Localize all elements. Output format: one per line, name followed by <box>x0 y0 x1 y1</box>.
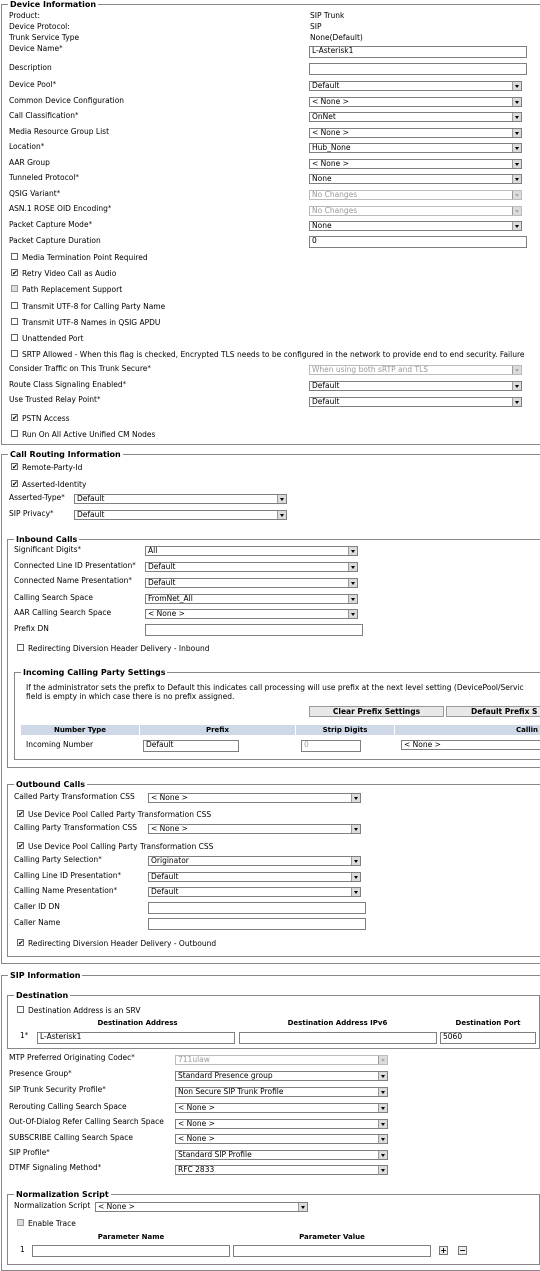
chevron-down-icon <box>348 595 357 603</box>
out-of-dialog-refer-css-label: Out-Of-Dialog Refer Calling Search Space <box>9 1117 164 1126</box>
common-device-config-label: Common Device Configuration <box>9 96 125 105</box>
presence-group-label: Presence Group* <box>9 1069 72 1078</box>
asn-rose-oid-encoding-label: ASN.1 ROSE OID Encoding* <box>9 204 112 213</box>
use-pool-called-css-checkbox[interactable] <box>17 810 24 817</box>
asserted-type-label: Asserted-Type* <box>9 493 65 502</box>
location-label: Location* <box>9 142 45 151</box>
product-label: Product: <box>9 11 41 20</box>
chevron-down-icon <box>378 1072 387 1080</box>
common-device-config-select[interactable]: < None > <box>309 97 522 107</box>
col-parameter-value: Parameter Value <box>299 1233 365 1241</box>
col-destination-address: Destination Address <box>97 1019 178 1027</box>
subscribe-css-select[interactable]: < None > <box>175 1134 388 1144</box>
trusted-relay-point-select[interactable]: Default <box>309 397 522 407</box>
dtmf-signaling-method-select[interactable]: RFC 2833 <box>175 1165 388 1175</box>
sip-privacy-label: SIP Privacy* <box>9 509 54 518</box>
mtp-required-checkbox[interactable] <box>11 253 18 260</box>
description-label: Description <box>9 63 52 72</box>
caller-name-input[interactable] <box>148 918 366 930</box>
incoming-number-css-select[interactable]: < None > <box>401 740 540 750</box>
caller-id-dn-label: Caller ID DN <box>14 902 60 911</box>
chevron-down-icon <box>378 1151 387 1159</box>
mtp-preferred-codec-label: MTP Preferred Originating Codec* <box>9 1053 135 1062</box>
consider-traffic-secure-select[interactable]: When using both sRTP and TLS <box>309 365 522 375</box>
remove-parameter-button[interactable]: − <box>459 1246 466 1255</box>
outbound-calls-legend: Outbound Calls <box>16 780 85 789</box>
calling-party-transform-css-label: Calling Party Transformation CSS <box>14 823 138 832</box>
col-number-type: Number Type <box>21 725 139 735</box>
called-party-transform-css-select[interactable]: < None > <box>148 793 361 803</box>
asn-rose-oid-encoding-select[interactable]: No Changes <box>309 206 522 216</box>
incoming-number-strip-digits-input[interactable]: 0 <box>301 740 361 752</box>
trunk-service-type-value: None(Default) <box>310 33 363 42</box>
device-information-legend: Device Information <box>10 0 97 9</box>
path-replacement-checkbox[interactable] <box>11 285 18 292</box>
calling-line-id-presentation-label: Calling Line ID Presentation* <box>14 871 121 880</box>
chevron-down-icon <box>298 1203 307 1211</box>
aar-calling-search-space-label: AAR Calling Search Space <box>14 608 112 617</box>
calling-search-space-select[interactable]: FromNet_All <box>145 594 358 604</box>
default-prefix-settings-button[interactable]: Default Prefix S <box>446 706 540 717</box>
chevron-down-icon <box>348 547 357 555</box>
presence-group-select[interactable]: Standard Presence group <box>175 1071 388 1081</box>
chevron-down-icon <box>512 129 521 137</box>
retry-video-checkbox[interactable] <box>11 269 18 276</box>
sip-profile-label: SIP Profile* <box>9 1148 50 1157</box>
chevron-down-icon <box>378 1056 387 1064</box>
description-input[interactable] <box>309 63 527 75</box>
calling-name-presentation-select[interactable]: Default <box>148 887 361 897</box>
calling-party-selection-label: Calling Party Selection* <box>14 855 102 864</box>
chevron-down-icon <box>348 610 357 618</box>
incoming-number-prefix-input[interactable]: Default <box>143 740 239 752</box>
parameter-row-number: 1 <box>20 1245 25 1254</box>
device-protocol-label: Device Protocol: <box>9 22 70 31</box>
product-value: SIP Trunk <box>310 11 345 20</box>
utf8-qsig-checkbox[interactable] <box>11 318 18 325</box>
chevron-down-icon <box>512 144 521 152</box>
tunneled-protocol-label: Tunneled Protocol* <box>9 173 79 182</box>
srtp-allowed-label: SRTP Allowed - When this flag is checked, Encrypted TLS needs to be configured in the network to provide end to end security. Failure <box>22 350 525 359</box>
redirect-inbound-checkbox[interactable] <box>17 644 24 651</box>
srv-destination-label: Destination Address is an SRV <box>28 1006 141 1015</box>
parameter-value-input[interactable] <box>233 1245 431 1257</box>
calling-search-space-label: Calling Search Space <box>14 593 93 602</box>
utf8-calling-name-checkbox[interactable] <box>11 302 18 309</box>
col-destination-port: Destination Port <box>455 1019 521 1027</box>
srtp-allowed-checkbox[interactable] <box>11 350 18 357</box>
col-strip-digits: Strip Digits <box>296 725 394 735</box>
chevron-down-icon <box>512 175 521 183</box>
incoming-number-label: Incoming Number <box>26 740 94 749</box>
remote-party-id-label: Remote-Party-Id <box>22 463 83 472</box>
sip-information-legend: SIP Information <box>10 971 81 980</box>
rerouting-css-select[interactable]: < None > <box>175 1103 388 1113</box>
remote-party-id-checkbox[interactable] <box>11 463 18 470</box>
trunk-service-type-label: Trunk Service Type <box>9 33 80 42</box>
route-class-signaling-label: Route Class Signaling Enabled* <box>9 380 127 389</box>
col-calling-search-space: Callin <box>395 725 540 735</box>
redirect-inbound-label: Redirecting Diversion Header Delivery - Inbound <box>28 644 210 653</box>
chevron-down-icon <box>351 888 360 896</box>
path-replacement-label: Path Replacement Support <box>22 285 123 294</box>
called-party-transform-css-label: Called Party Transformation CSS <box>14 792 135 801</box>
enable-trace-checkbox[interactable] <box>17 1219 24 1226</box>
chevron-down-icon <box>378 1135 387 1143</box>
calling-party-transform-css-select[interactable]: < None > <box>148 824 361 834</box>
packet-capture-mode-select[interactable]: None <box>309 221 522 231</box>
chevron-down-icon <box>277 495 286 503</box>
chevron-down-icon <box>512 98 521 106</box>
chevron-down-icon <box>348 579 357 587</box>
chevron-down-icon <box>512 82 521 90</box>
packet-capture-duration-input[interactable]: 0 <box>309 236 527 248</box>
rerouting-css-label: Rerouting Calling Search Space <box>9 1102 127 1111</box>
run-on-all-nodes-label: Run On All Active Unified CM Nodes <box>22 430 156 439</box>
call-classification-select[interactable]: OnNet <box>309 112 522 122</box>
normalization-script-label: Normalization Script <box>14 1201 91 1210</box>
sip-trunk-security-profile-label: SIP Trunk Security Profile* <box>9 1085 106 1094</box>
device-pool-label: Device Pool* <box>9 80 57 89</box>
connected-line-id-presentation-select[interactable]: Default <box>145 562 358 572</box>
device-name-label: Device Name* <box>9 44 63 53</box>
chevron-down-icon <box>351 794 360 802</box>
sip-privacy-select[interactable]: Default <box>74 510 287 520</box>
significant-digits-label: Significant Digits* <box>14 545 82 554</box>
calling-name-presentation-label: Calling Name Presentation* <box>14 886 118 895</box>
destination-row-number: 1* <box>20 1031 29 1040</box>
trusted-relay-point-label: Use Trusted Relay Point* <box>9 395 101 404</box>
asserted-type-select[interactable]: Default <box>74 494 287 504</box>
dtmf-signaling-method-label: DTMF Signaling Method* <box>9 1163 102 1172</box>
aar-group-select[interactable]: < None > <box>309 159 522 169</box>
chevron-down-icon <box>378 1120 387 1128</box>
destination-address-ipv6-input[interactable] <box>239 1032 437 1044</box>
pstn-access-label: PSTN Access <box>22 414 70 423</box>
parameter-name-input[interactable] <box>32 1245 230 1257</box>
unattended-port-label: Unattended Port <box>22 334 84 343</box>
chevron-down-icon <box>512 222 521 230</box>
prefix-dn-label: Prefix DN <box>14 624 49 633</box>
device-pool-select[interactable]: Default <box>309 81 522 91</box>
destination-address-input[interactable]: L-Asterisk1 <box>37 1032 235 1044</box>
chevron-down-icon <box>512 366 521 374</box>
add-parameter-button[interactable]: + <box>440 1246 447 1255</box>
destination-legend: Destination <box>16 991 69 1000</box>
packet-capture-duration-label: Packet Capture Duration <box>9 236 101 245</box>
sip-profile-select[interactable]: Standard SIP Profile <box>175 1150 388 1160</box>
significant-digits-select[interactable]: All <box>145 546 358 556</box>
calling-party-selection-select[interactable]: Originator <box>148 856 361 866</box>
mtp-required-label: Media Termination Point Required <box>22 253 148 262</box>
redirect-outbound-label: Redirecting Diversion Header Delivery - Outbound <box>28 939 217 948</box>
chevron-down-icon <box>512 398 521 406</box>
aar-group-label: AAR Group <box>9 158 50 167</box>
chevron-down-icon <box>351 825 360 833</box>
clear-prefix-settings-button[interactable]: Clear Prefix Settings <box>309 706 444 717</box>
use-pool-calling-css-label: Use Device Pool Calling Party Transformation CSS <box>28 842 214 851</box>
packet-capture-mode-label: Packet Capture Mode* <box>9 220 93 229</box>
device-protocol-value: SIP <box>310 22 322 31</box>
connected-name-presentation-select[interactable]: Default <box>145 578 358 588</box>
chevron-down-icon <box>512 160 521 168</box>
normalization-script-select[interactable]: < None > <box>95 1202 308 1212</box>
srv-destination-checkbox[interactable] <box>17 1006 24 1013</box>
subscribe-css-label: SUBSCRIBE Calling Search Space <box>9 1133 133 1142</box>
inbound-calls-legend: Inbound Calls <box>16 535 78 544</box>
consider-traffic-secure-label: Consider Traffic on This Trunk Secure* <box>9 364 151 373</box>
chevron-down-icon <box>378 1166 387 1174</box>
chevron-down-icon <box>378 1088 387 1096</box>
sip-trunk-security-profile-select[interactable]: Non Secure SIP Trunk Profile <box>175 1087 388 1097</box>
unattended-port-checkbox[interactable] <box>11 334 18 341</box>
chevron-down-icon <box>348 563 357 571</box>
media-resource-group-list-label: Media Resource Group List <box>9 127 110 136</box>
col-parameter-name: Parameter Name <box>97 1233 165 1241</box>
qsig-variant-label: QSIG Variant* <box>9 189 61 198</box>
asserted-identity-label: Asserted-Identity <box>22 480 87 489</box>
chevron-down-icon <box>378 1104 387 1112</box>
prefix-dn-input[interactable] <box>145 624 363 636</box>
chevron-down-icon <box>351 857 360 865</box>
col-destination-address-ipv6: Destination Address IPv6 <box>287 1019 388 1027</box>
enable-trace-label: Enable Trace <box>28 1219 76 1228</box>
route-class-signaling-select[interactable]: Default <box>309 381 522 391</box>
caller-id-dn-input[interactable] <box>148 902 366 914</box>
chevron-down-icon <box>277 511 286 519</box>
call-classification-label: Call Classification* <box>9 111 79 120</box>
caller-name-label: Caller Name <box>14 918 61 927</box>
utf8-calling-name-label: Transmit UTF-8 for Calling Party Name <box>22 302 166 311</box>
retry-video-label: Retry Video Call as Audio <box>22 269 117 278</box>
chevron-down-icon <box>512 207 521 215</box>
incoming-calling-party-legend: Incoming Calling Party Settings <box>23 668 166 677</box>
chevron-down-icon <box>512 191 521 199</box>
tunneled-protocol-select[interactable]: None <box>309 174 522 184</box>
chevron-down-icon <box>351 873 360 881</box>
call-routing-legend: Call Routing Information <box>10 450 121 459</box>
calling-line-id-presentation-select[interactable]: Default <box>148 872 361 882</box>
redirect-outbound-checkbox[interactable] <box>17 939 24 946</box>
media-resource-group-list-select[interactable]: < None > <box>309 128 522 138</box>
asserted-identity-checkbox[interactable] <box>11 480 18 487</box>
out-of-dialog-refer-css-select[interactable]: < None > <box>175 1119 388 1129</box>
destination-port-input[interactable]: 5060 <box>440 1032 536 1044</box>
use-pool-calling-css-checkbox[interactable] <box>17 842 24 849</box>
mtp-preferred-codec-select[interactable]: 711ulaw <box>175 1055 388 1065</box>
connected-name-presentation-label: Connected Name Presentation* <box>14 576 132 585</box>
aar-calling-search-space-select[interactable]: < None > <box>145 609 358 619</box>
col-prefix: Prefix <box>140 725 295 735</box>
incoming-party-note-line1: If the administrator sets the prefix to Default this indicates call processing will use prefix at the next level setting (DevicePool/Servic <box>26 683 524 692</box>
chevron-down-icon <box>512 113 521 121</box>
location-select[interactable]: Hub_None <box>309 143 522 153</box>
pstn-access-checkbox[interactable] <box>11 414 18 421</box>
chevron-down-icon <box>512 382 521 390</box>
device-name-input[interactable]: L-Asterisk1 <box>309 46 527 58</box>
connected-line-id-presentation-label: Connected Line ID Presentation* <box>14 561 136 570</box>
run-on-all-nodes-checkbox[interactable] <box>11 430 18 437</box>
qsig-variant-select[interactable]: No Changes <box>309 190 522 200</box>
normalization-script-legend: Normalization Script <box>16 1190 109 1199</box>
use-pool-called-css-label: Use Device Pool Called Party Transformation CSS <box>28 810 212 819</box>
incoming-party-note-line2: field is empty in which case there is no prefix assigned. <box>26 692 235 701</box>
utf8-qsig-label: Transmit UTF-8 Names in QSIG APDU <box>22 318 161 327</box>
